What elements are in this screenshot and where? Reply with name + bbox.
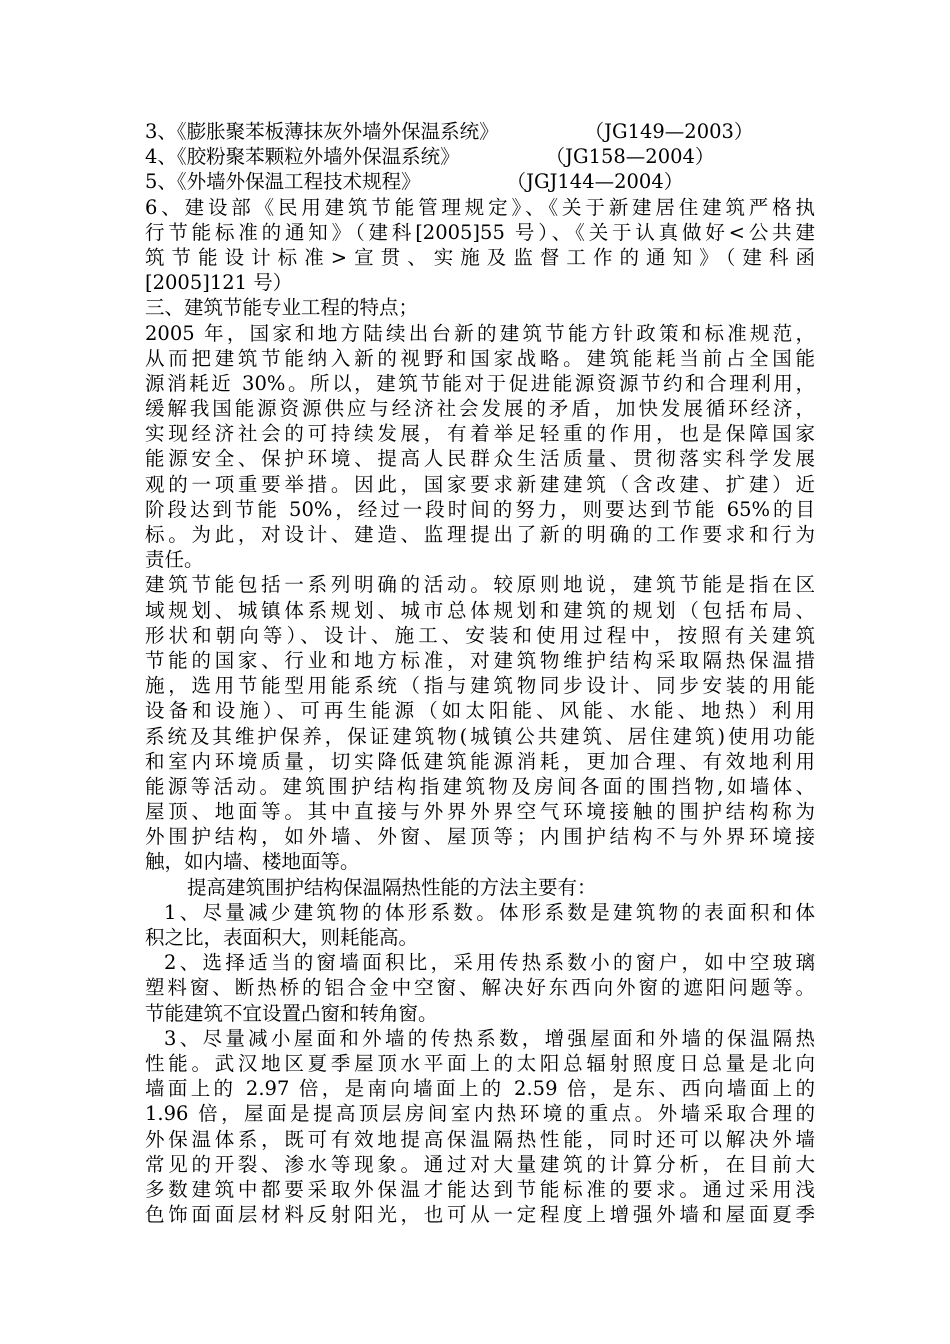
method-line: 外保温体系，既可有效地提高保温隔热性能，同时还可以解决外墙	[145, 1127, 815, 1151]
standard-item-3	[145, 119, 815, 144]
paragraph-line: 实现经济社会的可持续发展，有着举足轻重的作用，也是保障国家	[145, 422, 815, 446]
method-line: 积之比，表面积大，则耗能高。	[145, 926, 419, 949]
methods-intro: 提高建筑围护结构保温隔热性能的方法主要有：	[187, 875, 597, 899]
paragraph-line: 外围护结构，如外墙、外窗、屋顶等；内围护结构不与外界环境接	[145, 825, 815, 849]
paragraph-line: 源消耗近 30%。所以，建筑节能对于促进能源资源节约和合理利用，	[145, 371, 815, 395]
method-line: 常见的开裂、渗水等现象。通过对大量建筑的计算分析，在目前大	[145, 1152, 815, 1176]
method-line: 3、尽量减小屋面和外墙的传热系数，增强屋面和外墙的保温隔热	[164, 1026, 815, 1050]
paragraph-line: 屋顶、地面等。其中直接与外界外界空气环境接触的围护结构称为	[145, 800, 815, 824]
standard-title: 5、《外墙外保温工程技术规程》	[145, 170, 421, 194]
paragraph-line: 观的一项重要举措。因此，国家要求新建建筑（含改建、扩建）近	[145, 472, 815, 496]
paragraph-line: 触，如内墙、楼地面等。	[145, 850, 360, 874]
paragraph-line: 阶段达到节能 50%，经过一段时间的努力，则要达到节能 65%的目	[145, 497, 815, 521]
paragraph-line: 和室内环境质量，切实降低建筑能源消耗，更加合理、有效地利用	[145, 749, 815, 773]
item6-line: 行节能标准的通知》（建科[2005]55 号）、《关于认真做好<公共建	[145, 220, 815, 244]
method-line: 色饰面面层材料反射阳光，也可从一定程度上增强外墙和屋面夏季	[145, 1203, 815, 1227]
item6-line: 筑节能设计标准>宣贯、实施及监督工作的通知》（建科函	[145, 245, 815, 269]
method-line: 墙面上的 2.97 倍，是南向墙面上的 2.59 倍，是东、西向墙面上的	[145, 1077, 815, 1101]
paragraph-line: 施，选用节能型用能系统（指与建筑物同步设计、同步安装的用能	[145, 674, 815, 698]
standard-code: （JGJ144—2004）	[506, 170, 684, 194]
paragraph-line: 形状和朝向等）、设计、施工、安装和使用过程中，按照有关建筑	[145, 623, 815, 647]
paragraph-line: 节能的国家、行业和地方标准，对建筑物维护结构采取隔热保温措	[145, 648, 815, 672]
paragraph-line: 责任。	[145, 548, 204, 572]
method-line: 塑料窗、断热桥的铝合金中空窗、解决好东西向外窗的遮阳问题等。	[145, 976, 815, 1000]
standard-title: 4、《胶粉聚苯颗粒外墙外保温系统》	[145, 145, 460, 169]
paragraph-line: 能源等活动。建筑围护结构指建筑物及房间各面的围挡物,如墙体、	[145, 774, 815, 798]
method-line: 节能建筑不宜设置凸窗和转角窗。	[145, 1001, 438, 1025]
paragraph-line: 标。为此，对设计、建造、监理提出了新的明确的工作要求和行为	[145, 523, 815, 546]
paragraph-line: 2005 年，国家和地方陆续出台新的建筑节能方针政策和标准规范，	[145, 321, 815, 345]
method-line: 2、选择适当的窗墙面积比，采用传热系数小的窗户，如中空玻璃	[164, 951, 815, 975]
paragraph-line: 域规划、城镇体系规划、城市总体规划和建筑的规划（包括布局、	[145, 598, 815, 622]
item6-line: 6、建设部《民用建筑节能管理规定》、《关于新建居住建筑严格执	[145, 195, 815, 219]
paragraph-line: 系统及其维护保养，保证建筑物(城镇公共建筑、居住建筑)使用功能	[145, 724, 815, 748]
document-body	[145, 119, 815, 1227]
method-line: 1.96 倍，屋面是提高顶层房间室内热环境的重点。外墙采取合理的	[145, 1102, 815, 1126]
standard-title: 3、《膨胀聚苯板薄抹灰外墙外保温系统》	[145, 120, 499, 143]
section-heading: 三、建筑节能专业工程的特点；	[145, 296, 419, 320]
paragraph-line: 缓解我国能源资源供应与经济社会发展的矛盾，加快发展循环经济，	[145, 397, 815, 421]
paragraph-line: 能源安全、保护环境、提高人民群众生活质量、贯彻落实科学发展	[145, 447, 815, 471]
paragraph-line: 从而把建筑节能纳入新的视野和国家战略。建筑能耗当前占全国能	[145, 346, 815, 370]
standard-item-5	[145, 169, 815, 194]
paragraph-line: 建筑节能包括一系列明确的活动。较原则地说，建筑节能是指在区	[145, 573, 815, 597]
standard-code: （JG149—2003）	[584, 120, 754, 143]
paragraph-line: 设备和设施）、可再生能源（如太阳能、风能、水能、地热）利用	[145, 699, 815, 723]
standard-item-4	[145, 144, 815, 169]
method-line: 多数建筑中都要采取外保温才能达到节能标准的要求。通过采用浅	[145, 1177, 815, 1201]
method-line: 1、尽量减少建筑物的体形系数。体形系数是建筑物的表面积和体	[164, 900, 815, 924]
standard-code: （JG158—2004）	[545, 145, 715, 169]
item6-line: [2005]121 号）	[145, 271, 293, 295]
method-line: 性能。武汉地区夏季屋顶水平面上的太阳总辐射照度日总量是北向	[145, 1051, 815, 1075]
